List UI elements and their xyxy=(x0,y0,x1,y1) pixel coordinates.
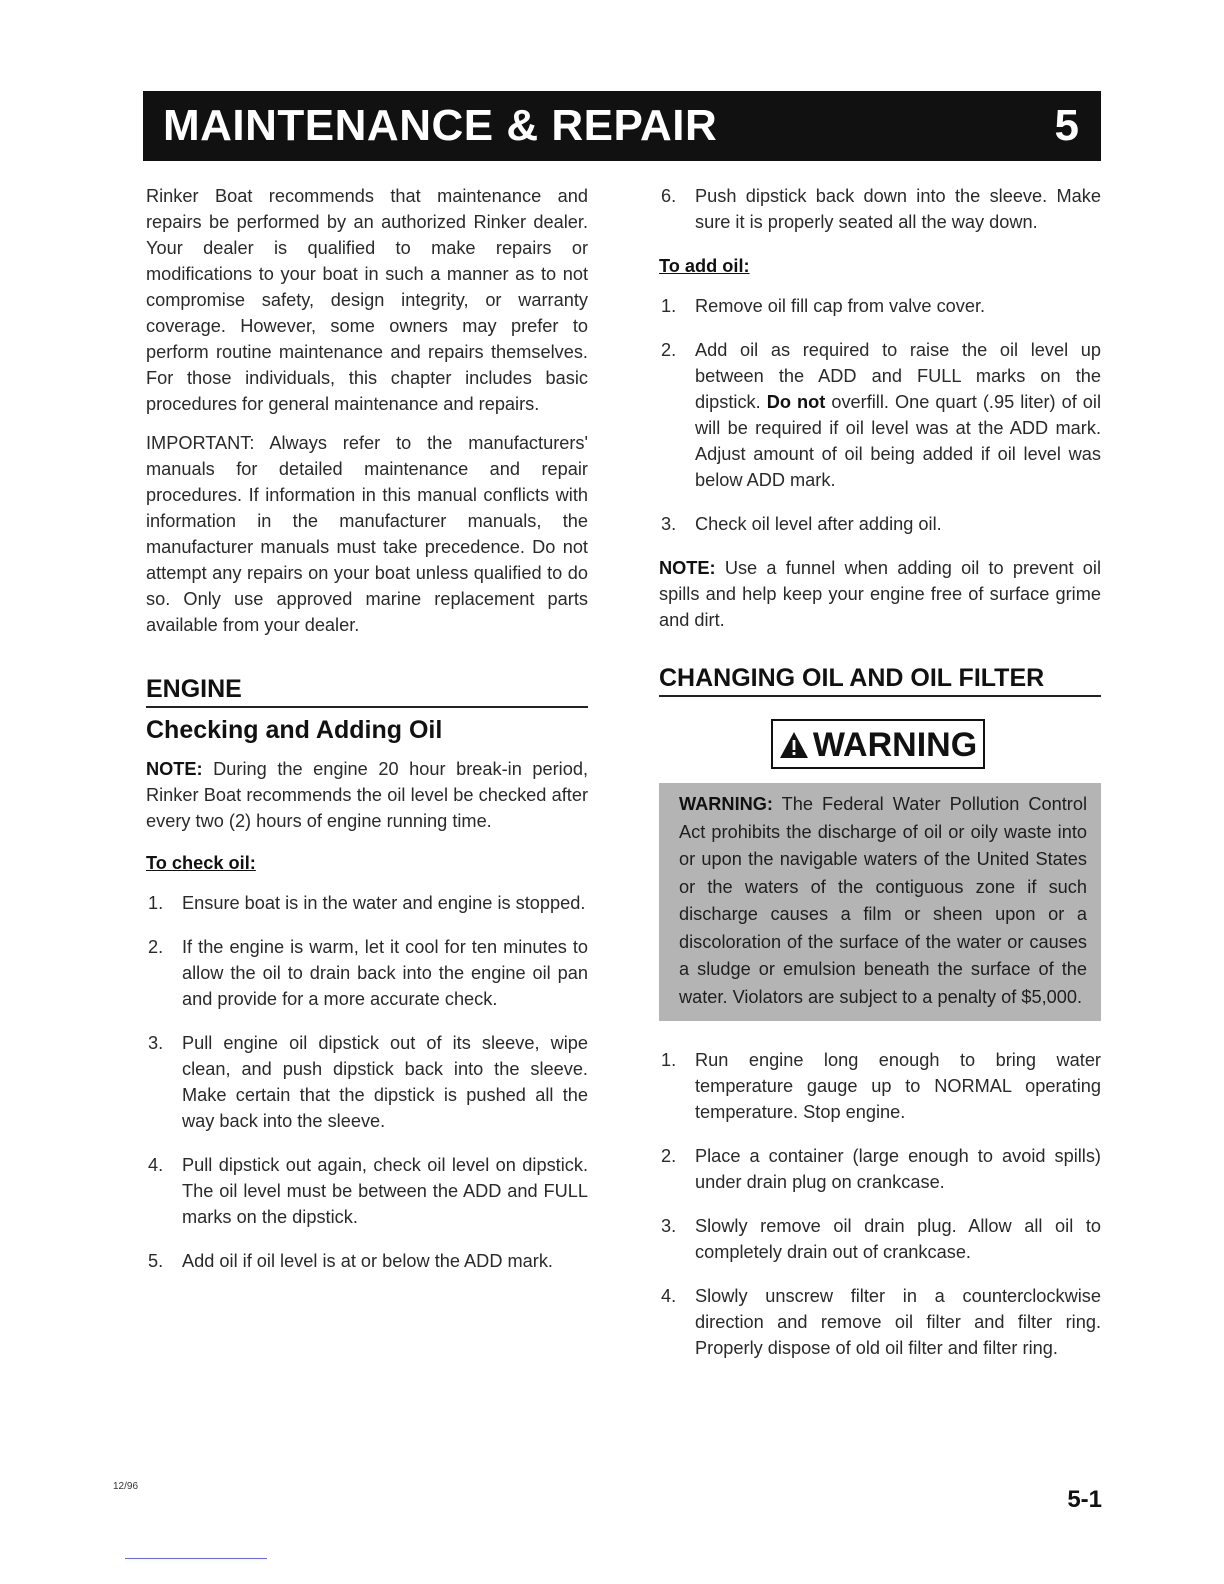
footer-date: 12/96 xyxy=(113,1481,139,1492)
check-oil-heading: To check oil: xyxy=(146,853,256,873)
list-item xyxy=(659,183,1101,235)
break-in-note xyxy=(146,756,588,834)
list-item xyxy=(659,511,1101,537)
step-text: Push dipstick back down into the sleeve. Make sure it is properly seated all the way down. xyxy=(695,186,1101,232)
step-text: Ensure boat is in the water and engine is stopped. xyxy=(182,893,586,913)
step-text: If the engine is warm, let it cool for ten minutes to allow the oil to drain back into the engine oil pan and provide for a more accurate check. xyxy=(182,937,588,1009)
list-item xyxy=(146,1152,588,1230)
step-number: 5. xyxy=(148,1251,164,1271)
subsection-heading: Checking and Adding Oil xyxy=(146,716,443,744)
note-label: NOTE: xyxy=(146,759,203,779)
chapter-title: MAINTENANCE & REPAIR xyxy=(163,101,718,150)
note-text: During the engine 20 hour break-in period, Rinker Boat recommends the oil level be checked after every two (2) hours of engine running time. xyxy=(146,759,588,831)
step-number: 3. xyxy=(661,1216,677,1236)
step-text: Pull dipstick out again, check oil level on dipstick. The oil level must be between the ADD and FULL marks on the dipstick. xyxy=(182,1155,588,1227)
step-number: 4. xyxy=(661,1286,677,1306)
intro-paragraph: Rinker Boat recommends that maintenance and repairs be performed by an authorized Rinker dealer. Your dealer is qualified to make repairs or modifications to your boat in such a manner as to not compromise safety, design integrity, or warranty coverage. However, some owners may prefer to perform routine maintenance and repairs themselves. For those individuals, this chapter includes basic procedures for general maintenance and repairs. xyxy=(146,186,588,414)
step-number: 1. xyxy=(661,1050,677,1070)
step-text-part: Add oil as required to raise the oil level up between the ADD and FULL marks on the dipstick. xyxy=(695,340,1101,412)
step-number: 1. xyxy=(148,893,164,913)
step-text: Check oil level after adding oil. xyxy=(695,514,942,534)
list-item xyxy=(146,890,588,916)
page-number: 5-1 xyxy=(1067,1486,1102,1513)
step-text: Remove oil fill cap from valve cover. xyxy=(695,296,986,316)
add-oil-heading: To add oil: xyxy=(659,256,750,276)
step-text: Slowly remove oil drain plug. Allow all oil to completely drain out of crankcase. xyxy=(695,1216,1101,1262)
left-column xyxy=(146,183,588,1292)
step-emphasis: Do not xyxy=(766,392,826,412)
step-number: 3. xyxy=(148,1033,164,1053)
list-item xyxy=(659,1283,1101,1361)
step-number: 2. xyxy=(148,937,164,957)
bottom-rule xyxy=(125,1558,267,1559)
step-text xyxy=(695,337,1101,493)
step-number: 4. xyxy=(148,1155,164,1175)
list-item xyxy=(659,293,1101,319)
section-heading-engine: ENGINE xyxy=(146,674,588,708)
step-number: 6. xyxy=(661,186,677,206)
funnel-note xyxy=(659,555,1101,633)
chapter-header xyxy=(143,91,1101,161)
list-item xyxy=(146,934,588,1012)
list-item xyxy=(659,337,1101,493)
warning-badge-wrap xyxy=(659,719,1101,769)
note-text: Use a funnel when adding oil to prevent oil spills and help keep your engine free of surface grime and dirt. xyxy=(659,558,1101,630)
right-column xyxy=(659,183,1101,1379)
note-label: NOTE: xyxy=(659,558,716,578)
chapter-number: 5 xyxy=(1054,101,1079,150)
warning-label: WARNING: xyxy=(679,794,773,814)
warning-badge-label: WARNING xyxy=(812,726,978,764)
warning-box xyxy=(659,783,1101,1021)
step-text: Slowly unscrew filter in a counterclockwise direction and remove oil filter and filter ring. Properly dispose of old oil filter and filter ring. xyxy=(695,1286,1101,1358)
important-paragraph: IMPORTANT: Always refer to the manufacturers' manuals for detailed maintenance and repair procedures. If information in this manual conflicts with information in the manufacturer manuals, the manufacturer manuals must take precedence. Do not attempt any repairs on your boat unless qualified to do so. Only use approved marine replacement parts available from your dealer. xyxy=(146,433,588,635)
list-item xyxy=(146,1248,588,1274)
step-number: 2. xyxy=(661,340,677,360)
list-item xyxy=(659,1143,1101,1195)
step-number: 3. xyxy=(661,514,677,534)
step-text: Place a container (large enough to avoid spills) under drain plug on crankcase. xyxy=(695,1146,1101,1192)
list-item xyxy=(659,1047,1101,1125)
step-number: 1. xyxy=(661,296,677,316)
warning-badge xyxy=(771,719,985,769)
step-text: Pull engine oil dipstick out of its sleeve, wipe clean, and push dipstick back into the sleeve. Make certain that the dipstick is pushed all the way back into the sleeve. xyxy=(182,1033,588,1131)
section-heading-oil-change: CHANGING OIL AND OIL FILTER xyxy=(659,663,1101,697)
step-text: Add oil if oil level is at or below the ADD mark. xyxy=(182,1251,553,1271)
list-item xyxy=(659,1213,1101,1265)
step-text: Run engine long enough to bring water temperature gauge up to NORMAL operating temperature. Stop engine. xyxy=(695,1050,1101,1122)
step-number: 2. xyxy=(661,1146,677,1166)
step-text-part: overfill. One quart (.95 liter) of oil will be required if oil level was at the ADD mark. Adjust amount of oil being added if oil level was below ADD mark. xyxy=(695,392,1101,490)
list-item xyxy=(146,1030,588,1134)
warning-triangle-icon xyxy=(779,731,809,759)
warning-text: The Federal Water Pollution Control Act prohibits the discharge of oil or oily waste into or upon the navigable waters of the United States or the waters of the contiguous zone if such discharge causes a film or sheen upon or a discoloration of the surface of the water or causes a sludge or emulsion beneath the surface of the water. Violators are subject to a penalty of $5,000. xyxy=(679,794,1087,1007)
